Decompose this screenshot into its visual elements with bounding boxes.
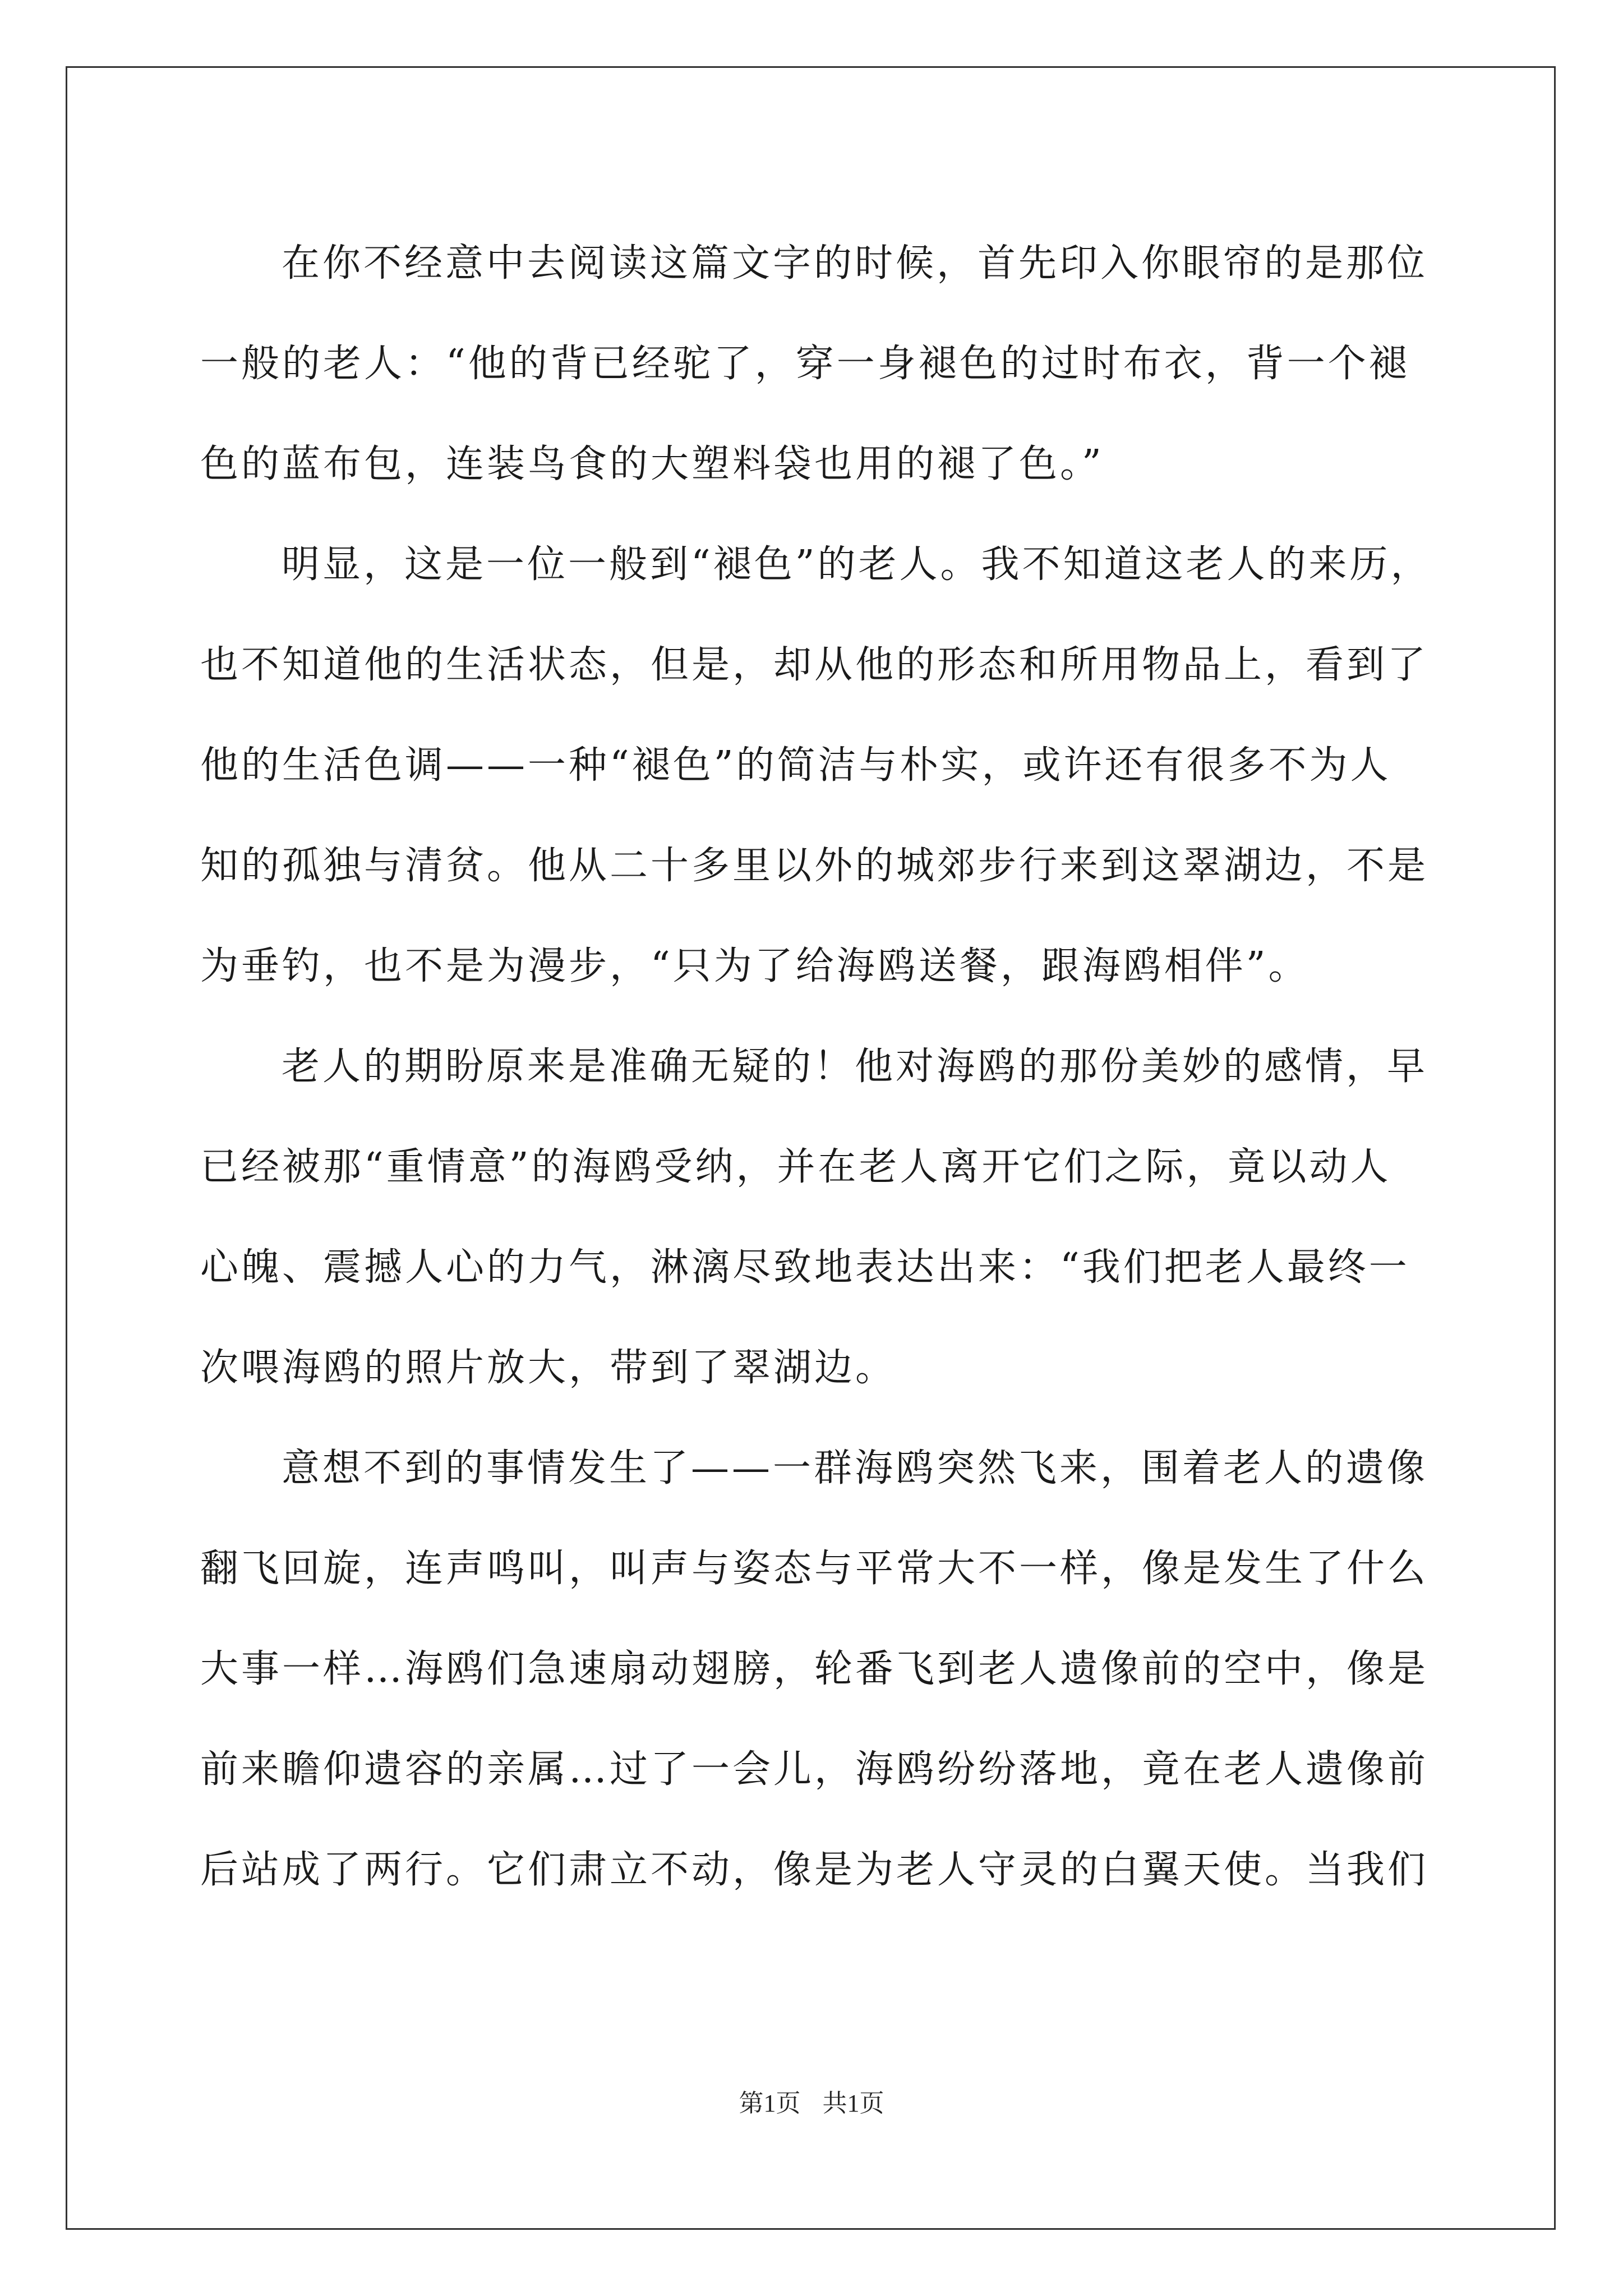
page-number-current: 第1页 — [739, 2090, 801, 2117]
text-line: 心魄、震撼人心的力气，淋漓尽致地表达出来：“我们把老人最终一 — [200, 1245, 1410, 1290]
document-body — [200, 213, 1440, 1920]
paragraph-4 — [200, 1418, 1440, 1920]
text-line: 前来瞻仰遗容的亲属…过了一会儿，海鸥纷纷落地，竟在老人遗像前 — [200, 1747, 1429, 1792]
page-footer — [0, 2087, 1623, 2120]
text-line: 他的生活色调——一种“褪色”的简洁与朴实，或许还有很多不为人 — [200, 743, 1391, 788]
text-line: 已经被那“重情意”的海鸥受纳，并在老人离开它们之际，竟以动人 — [200, 1145, 1391, 1189]
text-line: 色的蓝布包，连装鸟食的大塑料袋也用的褪了色。” — [200, 442, 1104, 486]
text-line: 在你不经意中去阅读这篇文字的时候，首先印入你眼帘的是那位 — [282, 241, 1428, 286]
paragraph-1 — [200, 213, 1440, 514]
paragraph-2 — [200, 514, 1440, 1016]
text-line: 也不知道他的生活状态，但是，却从他的形态和所用物品上，看到了 — [200, 643, 1429, 687]
text-line: 知的孤独与清贫。他从二十多里以外的城郊步行来到这翠湖边，不是 — [200, 844, 1429, 888]
text-line: 后站成了两行。它们肃立不动，像是为老人守灵的白翼天使。当我们 — [200, 1848, 1429, 1892]
paragraph-3 — [200, 1016, 1440, 1418]
page-number-total: 共1页 — [822, 2090, 884, 2117]
text-line: 明显，这是一位一般到“褪色”的老人。我不知道这老人的来历， — [282, 542, 1432, 587]
text-line: 大事一样…海鸥们急速扇动翅膀，轮番飞到老人遗像前的空中，像是 — [200, 1647, 1429, 1691]
text-line: 意想不到的事情发生了——一群海鸥突然飞来，围着老人的遗像 — [282, 1446, 1428, 1490]
text-line: 老人的期盼原来是准确无疑的！他对海鸥的那份美妙的感情，早 — [282, 1045, 1428, 1089]
text-line: 一般的老人：“他的背已经驼了，穿一身褪色的过时布衣，背一个褪 — [200, 342, 1410, 386]
text-line: 次喂海鸥的照片放大，带到了翠湖边。 — [200, 1346, 897, 1390]
text-line: 翻飞回旋，连声鸣叫，叫声与姿态与平常大不一样，像是发生了什么 — [200, 1547, 1429, 1591]
text-line: 为垂钓，也不是为漫步，“只为了给海鸥送餐，跟海鸥相伴”。 — [200, 944, 1310, 988]
